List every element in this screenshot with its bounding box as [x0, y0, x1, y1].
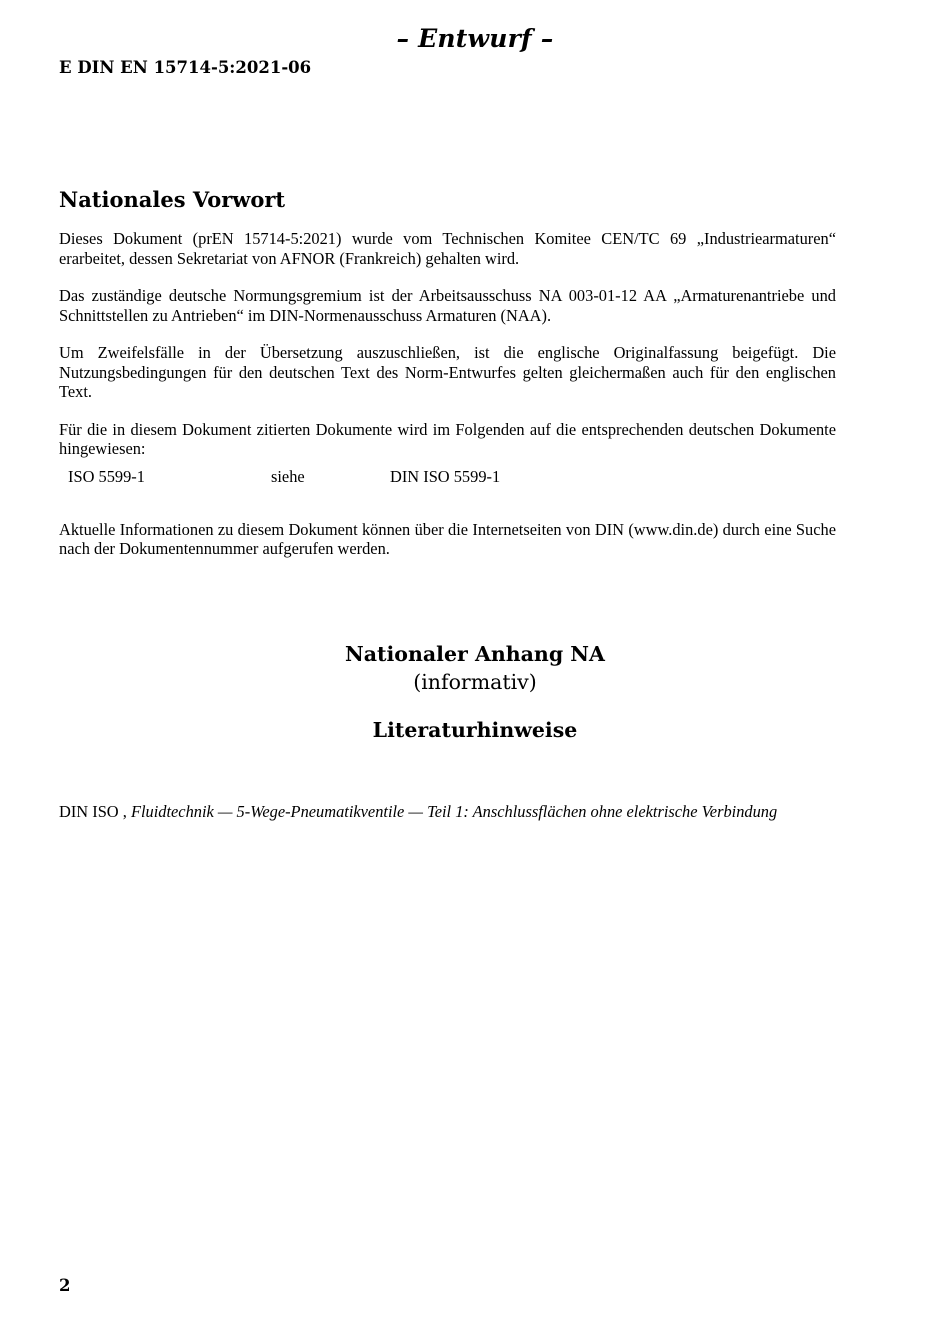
annex-title: Nationaler Anhang NA: [345, 642, 605, 666]
page-number: 2: [59, 1276, 71, 1295]
literature-heading: Literaturhinweise: [372, 718, 578, 742]
info-paragraph: Aktuelle Informationen zu diesem Dokument können über die Internetseiten von DIN (www.din.de) durch eine Suche nach der Dokumentennummer aufgerufen werden.: [59, 519, 836, 558]
foreword-section: [59, 185, 836, 577]
reference-row: [59, 467, 836, 487]
foreword-paragraph: Um Zweifelsfälle in der Übersetzung auszuschließen, ist die englische Originalfassung beigefügt. Die Nutzungsbedingungen für den deutschen Text des Norm-Entwurfes gelten gleichermaßen auch für den englischen Text.: [59, 343, 836, 401]
foreword-paragraph: Das zuständige deutsche Normungsgremium ist der Arbeitsausschuss NA 003-01-12 AA „Armaturenantriebe und Schnittstellen zu Antrieben“ im DIN-Normenausschuss Armaturen (NAA).: [59, 286, 836, 325]
foreword-paragraph: Dieses Dokument (prEN 15714-5:2021) wurde vom Technischen Komitee CEN/TC 69 „Industriearmaturen“ erarbeitet, dessen Sekretariat von AFNOR (Frankreich) gehalten wird.: [59, 229, 836, 268]
reference-source: ISO 5599-1: [68, 466, 145, 486]
annex-subtitle: (informativ): [413, 670, 537, 694]
foreword-paragraph: Für die in diesem Dokument zitierten Dokumente wird im Folgenden auf die entsprechenden deutschen Dokumente hingewiesen:: [59, 419, 836, 458]
reference-relation: siehe: [271, 466, 305, 486]
national-annex: [0, 640, 950, 744]
bibliography-designation: DIN ISO ,: [59, 802, 127, 821]
bibliography-title: Fluidtechnik — 5-Wege-Pneumatikventile — Teil 1: Anschlussflächen ohne elektrische Verbindung: [130, 802, 778, 821]
foreword-heading: Nationales Vorwort: [59, 187, 286, 212]
bibliography-entry: [59, 802, 859, 822]
document-id: E DIN EN 15714-5:2021-06: [59, 58, 312, 77]
reference-target: DIN ISO 5599-1: [390, 466, 501, 486]
draft-label: – Entwurf –: [396, 24, 554, 53]
